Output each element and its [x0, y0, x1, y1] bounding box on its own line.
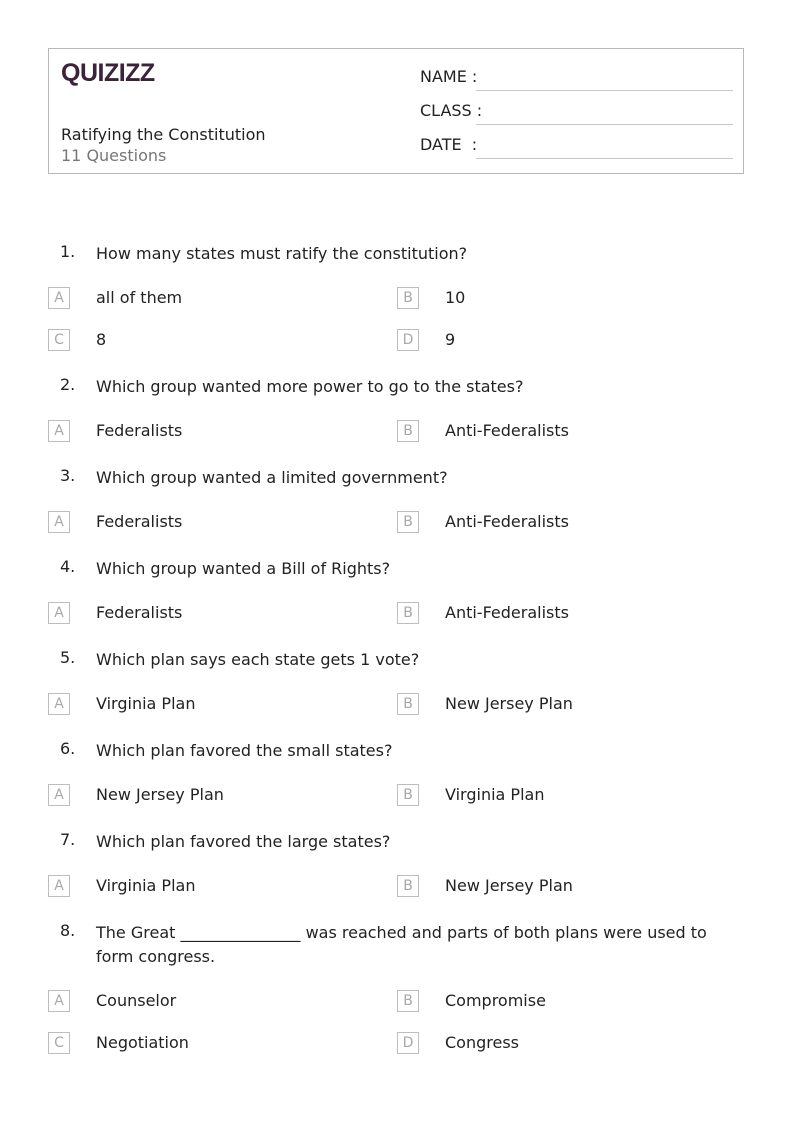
question-number: 3.: [60, 466, 76, 485]
question: [0, 735, 794, 763]
option-text: 9: [445, 330, 456, 349]
option-letter-box: C: [48, 1032, 70, 1054]
option-text: Federalists: [96, 421, 183, 440]
question: [0, 644, 794, 672]
option-text: New Jersey Plan: [445, 694, 573, 713]
option-text: Federalists: [96, 603, 183, 622]
option-text: Counselor: [96, 991, 177, 1010]
option-row: [0, 602, 794, 644]
option-letter-box: A: [48, 511, 70, 533]
option-text: Congress: [445, 1033, 519, 1052]
option-row: [0, 1032, 794, 1074]
question: [0, 238, 794, 266]
date-line[interactable]: [476, 158, 733, 159]
option-letter-box: B: [397, 602, 419, 624]
question-list: [0, 238, 794, 1074]
option-row: [0, 511, 794, 553]
option-row: [0, 784, 794, 826]
option-letter-box: B: [397, 784, 419, 806]
question-number: 7.: [60, 830, 76, 849]
question-text: Which plan favored the small states?: [96, 741, 393, 760]
option-letter-box: B: [397, 875, 419, 897]
class-field[interactable]: [420, 101, 733, 125]
question: [0, 371, 794, 399]
option-letter-box: A: [48, 990, 70, 1012]
option-row: [0, 875, 794, 917]
question-number: 4.: [60, 557, 76, 576]
name-field[interactable]: [420, 67, 733, 91]
option-row: [0, 693, 794, 735]
question-count: 11 Questions: [61, 146, 167, 165]
option-text: New Jersey Plan: [445, 876, 573, 895]
option-text: all of them: [96, 288, 183, 307]
option-text: New Jersey Plan: [96, 785, 224, 804]
option-letter-box: A: [48, 784, 70, 806]
option-text: 8: [96, 330, 107, 349]
question-text: Which group wanted more power to go to the states?: [96, 377, 524, 396]
option-text: Anti-Federalists: [445, 512, 569, 531]
option-letter-box: B: [397, 420, 419, 442]
option-row: [0, 329, 794, 371]
question-text: Which plan favored the large states?: [96, 832, 391, 851]
question-text: Which plan says each state gets 1 vote?: [96, 650, 420, 669]
option-text: Virginia Plan: [445, 785, 545, 804]
worksheet-title: Ratifying the Constitution: [61, 125, 266, 144]
option-letter-box: A: [48, 420, 70, 442]
option-letter-box: A: [48, 875, 70, 897]
question-number: 1.: [60, 242, 76, 261]
option-letter-box: B: [397, 287, 419, 309]
option-text: Negotiation: [96, 1033, 189, 1052]
option-letter-box: A: [48, 693, 70, 715]
option-text: Virginia Plan: [96, 876, 196, 895]
question-text: Which group wanted a limited government?: [96, 468, 448, 487]
question-number: 6.: [60, 739, 76, 758]
option-text: Virginia Plan: [96, 694, 196, 713]
option-text: Compromise: [445, 991, 546, 1010]
class-line[interactable]: [476, 124, 733, 125]
question: [0, 826, 794, 854]
option-row: [0, 420, 794, 462]
option-letter-box: A: [48, 287, 70, 309]
option-letter-box: C: [48, 329, 70, 351]
quizizz-logo: QUIZIZZ: [61, 59, 155, 87]
question: [0, 553, 794, 581]
option-letter-box: D: [397, 1032, 419, 1054]
date-field[interactable]: [420, 135, 733, 159]
question-number: 5.: [60, 648, 76, 667]
option-text: 10: [445, 288, 466, 307]
class-label: CLASS :: [420, 101, 483, 120]
option-row: [0, 287, 794, 329]
option-text: Federalists: [96, 512, 183, 531]
option-letter-box: B: [397, 511, 419, 533]
option-text: Anti-Federalists: [445, 421, 569, 440]
option-text: Anti-Federalists: [445, 603, 569, 622]
option-letter-box: D: [397, 329, 419, 351]
question-text: Which group wanted a Bill of Rights?: [96, 559, 391, 578]
question-text: The Great _______________ was reached and parts of both plans were used to form congress.: [96, 923, 707, 966]
name-label: NAME :: [420, 67, 478, 86]
option-row: [0, 990, 794, 1032]
option-letter-box: B: [397, 990, 419, 1012]
option-letter-box: B: [397, 693, 419, 715]
worksheet-header: [48, 48, 744, 174]
question: [0, 462, 794, 490]
question: [0, 917, 794, 969]
question-text: How many states must ratify the constitution?: [96, 244, 468, 263]
option-letter-box: A: [48, 602, 70, 624]
name-line[interactable]: [476, 90, 733, 91]
question-number: 8.: [60, 921, 76, 940]
question-number: 2.: [60, 375, 76, 394]
date-label: DATE :: [420, 135, 478, 154]
